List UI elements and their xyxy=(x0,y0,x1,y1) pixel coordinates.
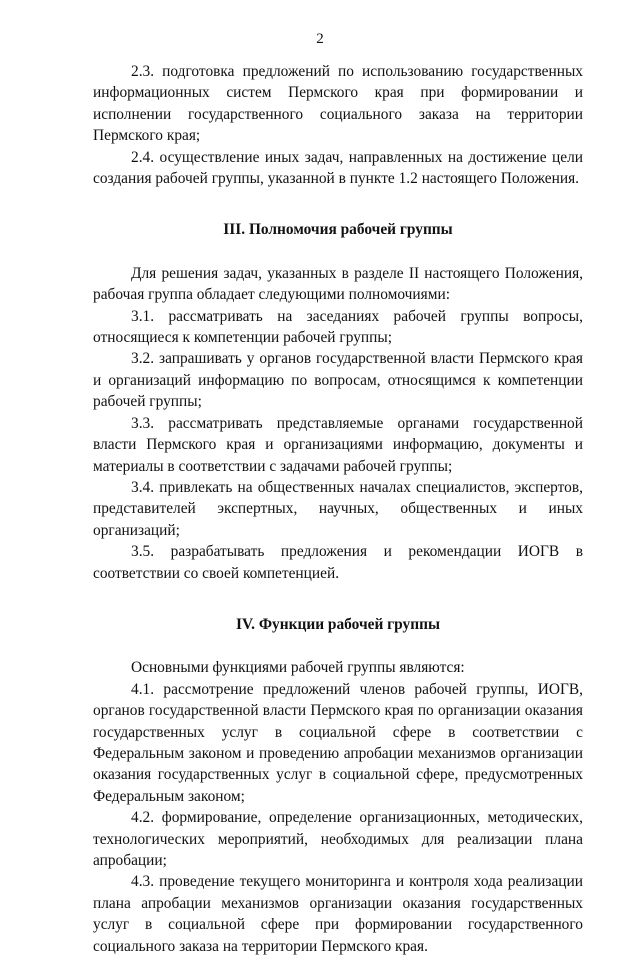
paragraph-3-2: 3.2. запрашивать у органов государственной власти Пермского края и организаций информацию по вопросам, относящимся к компетенции рабочей группы; xyxy=(93,350,583,411)
section-3-heading: III. Полномочия рабочей группы xyxy=(223,221,453,239)
section-4-heading: IV. Функции рабочей группы xyxy=(236,615,440,633)
paragraph-3-4: 3.4. привлекать на общественных началах специалистов, экспертов, представителей экспертных, научных, общественных и иных организаций; xyxy=(93,478,583,539)
paragraph-3-3: 3.3. рассматривать представляемые органами государственной власти Пермского края и организациями информацию, документы и материалы в соответствии с задачами рабочей группы; xyxy=(93,414,583,475)
paragraph-4-3: 4.3. проведение текущего мониторинга и контроля хода реализации плана апробации механизмов организации оказания государственных услуг в социальной сфере при формировании государственного социального заказа на территории Пермского края. xyxy=(93,873,583,955)
paragraph-4-2: 4.2. формирование, определение организационных, методических, технологических мероприятий, необходимых для реализации плана апробации; xyxy=(93,809,583,869)
paragraph-2-3: 2.3. подготовка предложений по использованию государственных информационных систем Пермского края при формировании и исполнении государственного социального заказа на территории Пермского края; xyxy=(93,63,583,145)
document-body xyxy=(93,61,583,957)
paragraph-4-1: 4.1. рассмотрение предложений членов рабочей группы, ИОГВ, органов государственной власти Пермского края по организации оказания государственных услуг в социальной сфере в соответствии с Федеральным законом и проведению апробации механизмов организации оказания государственных услуг в социальной сфере, предусмотренных Федеральным законом; xyxy=(93,680,583,805)
section-3-intro: Для решения задач, указанных в разделе II настоящего Положения, рабочая группа обладает следующими полномочиями: xyxy=(93,264,583,304)
paragraph-2-4: 2.4. осуществление иных задач, направленных на достижение цели создания рабочей группы, указанной в пункте 1.2 настоящего Положения. xyxy=(93,148,583,188)
paragraph-3-1: 3.1. рассматривать на заседаниях рабочей группы вопросы, относящиеся к компетенции рабочей группы; xyxy=(93,307,583,347)
page-number: 2 xyxy=(316,31,324,47)
section-4-intro: Основными функциями рабочей группы являются: xyxy=(131,659,465,677)
paragraph-3-5: 3.5. разрабатывать предложения и рекомендации ИОГВ в соответствии со своей компетенцией. xyxy=(93,543,583,582)
